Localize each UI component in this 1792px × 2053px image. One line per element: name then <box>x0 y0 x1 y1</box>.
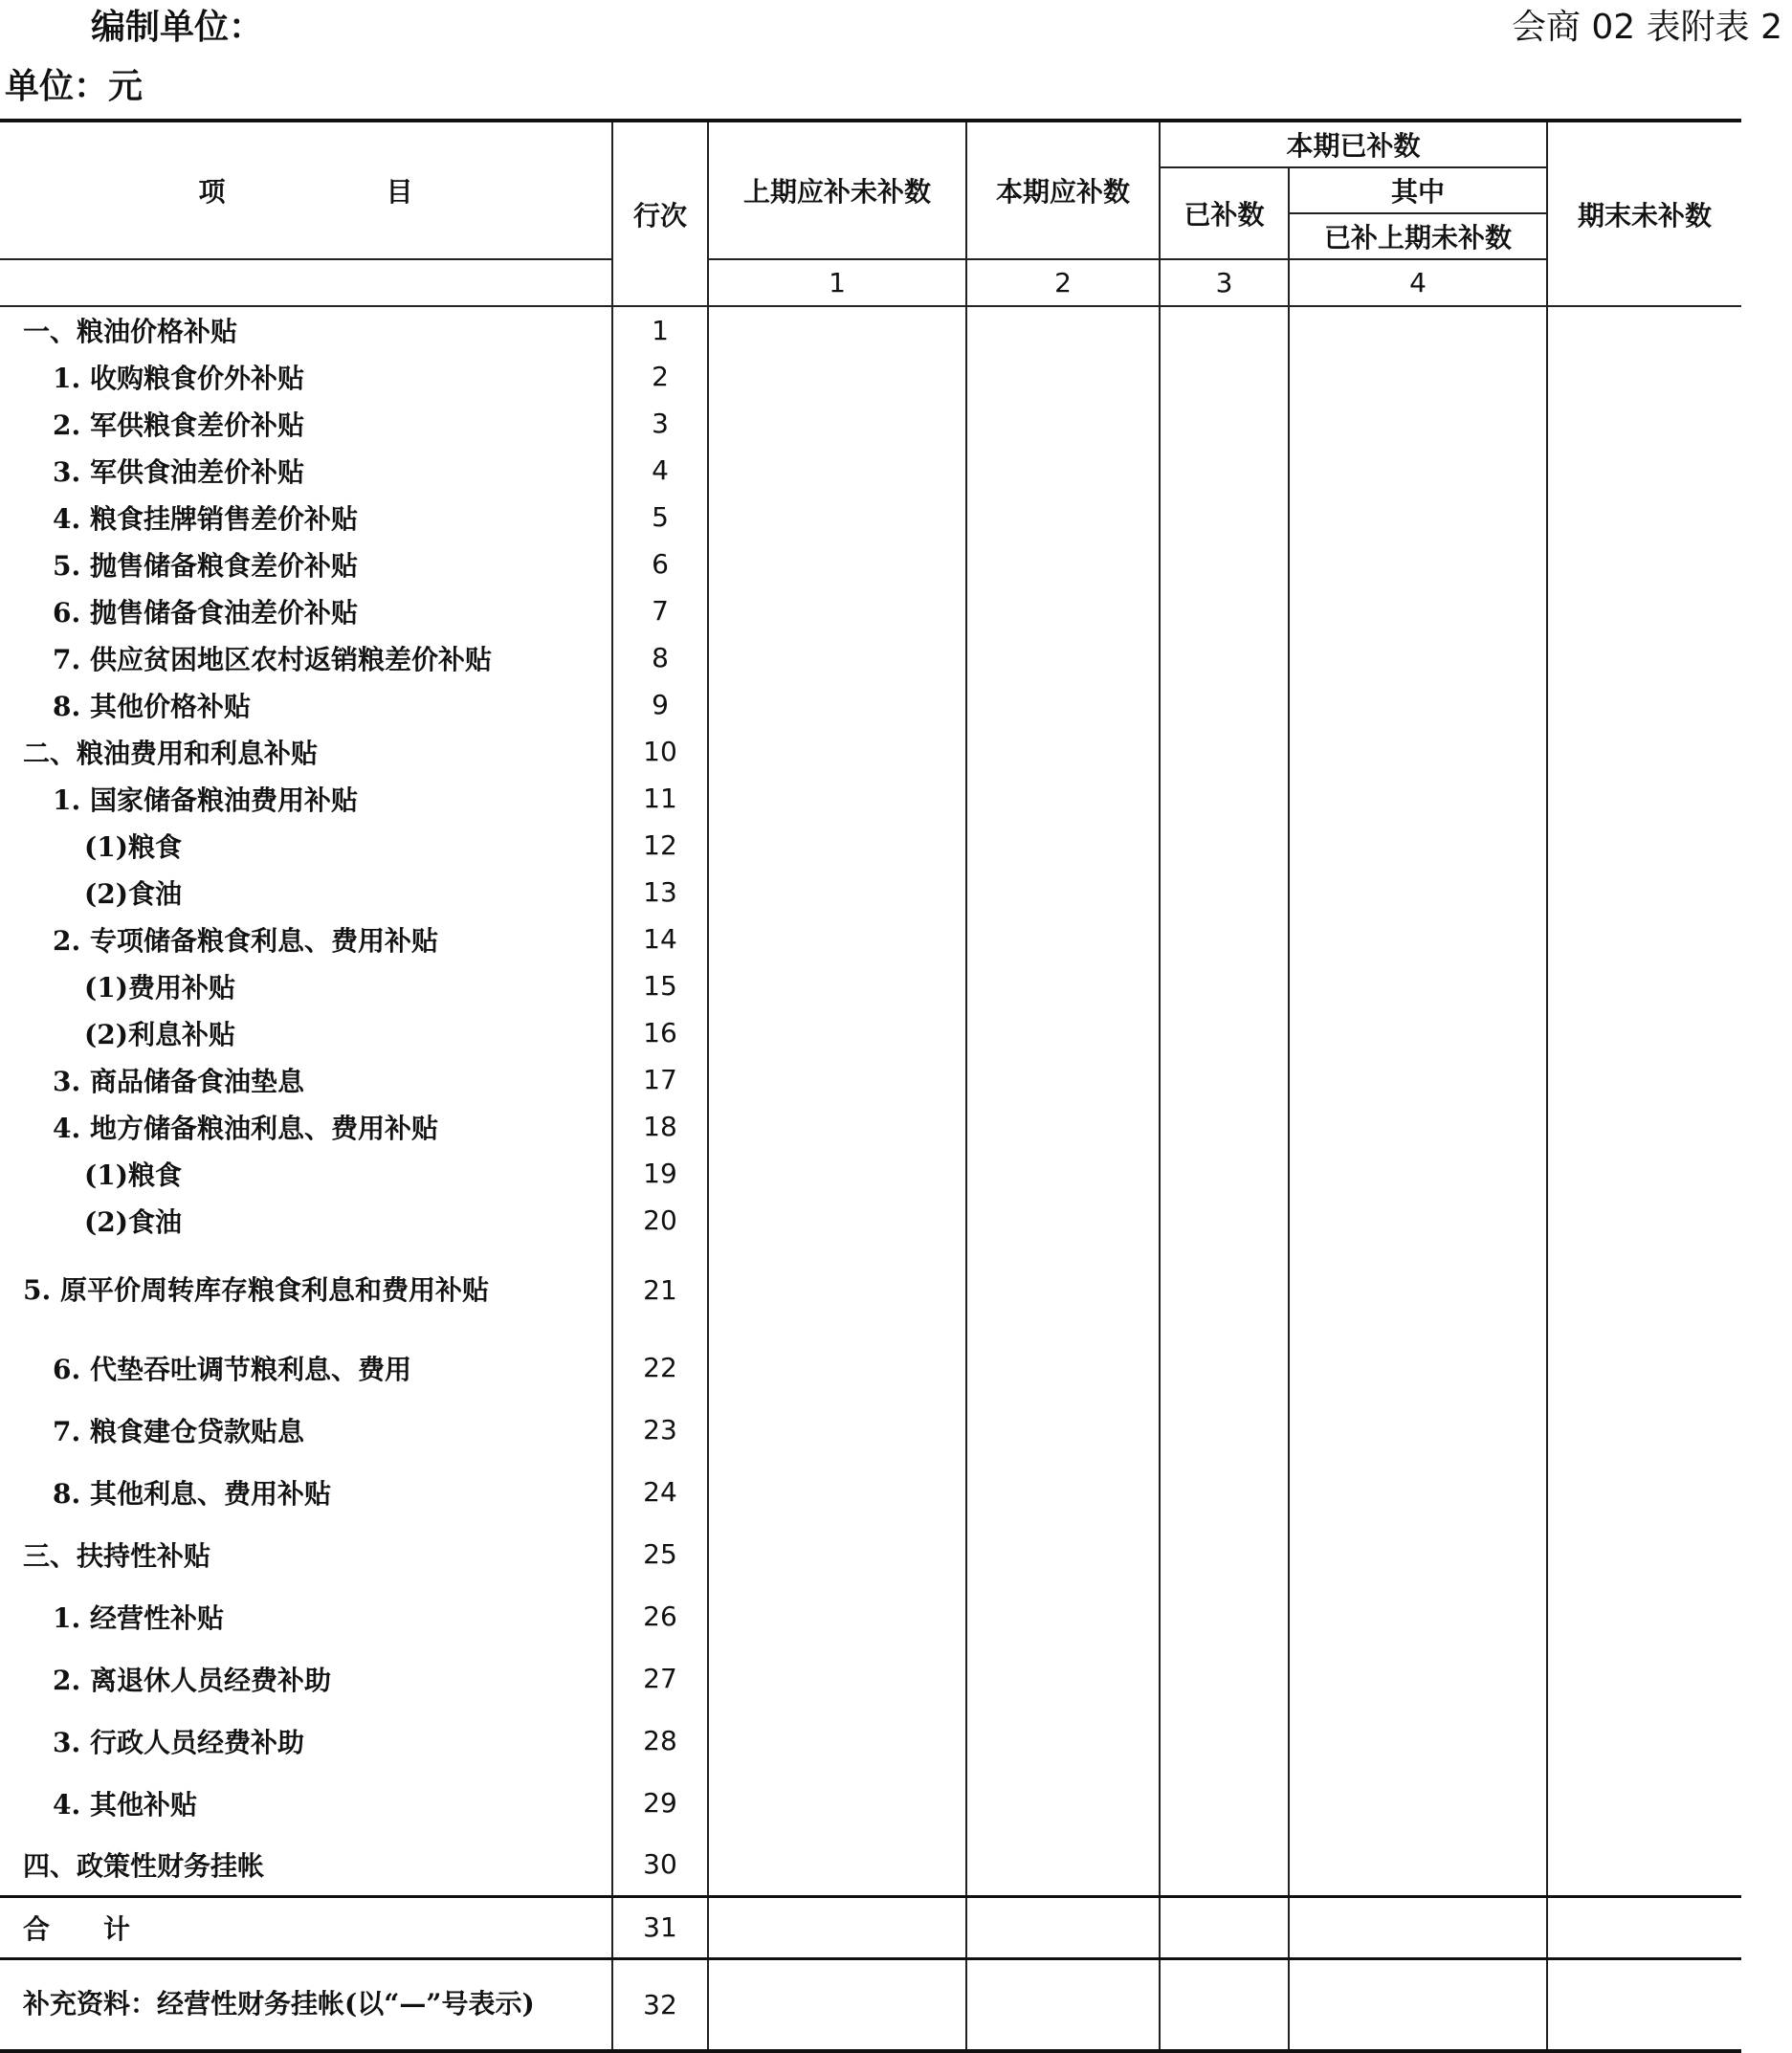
row-number: 11 <box>612 775 708 822</box>
cell-current-due <box>966 728 1160 775</box>
cell-paid <box>1160 822 1289 869</box>
table-row <box>0 1647 1741 1710</box>
cell-paid-prev-unpaid <box>1289 1009 1547 1056</box>
cell-paid <box>1160 1896 1289 1958</box>
cell-prev-unpaid <box>708 681 966 728</box>
cell-current-due <box>966 1647 1160 1710</box>
cell-current-due <box>966 916 1160 962</box>
col-number-2: 2 <box>966 259 1160 306</box>
cell-end-unpaid <box>1547 1461 1741 1523</box>
cell-end-unpaid <box>1547 1103 1741 1150</box>
cell-end-unpaid <box>1547 869 1741 916</box>
cell-end-unpaid <box>1547 775 1741 822</box>
cell-end-unpaid <box>1547 1197 1741 1244</box>
row-item-label: 2. 专项储备粮食利息、费用补贴 <box>0 916 612 962</box>
cell-end-unpaid <box>1547 1244 1741 1336</box>
cell-paid <box>1160 1197 1289 1244</box>
cell-current-due <box>966 1103 1160 1150</box>
cell-end-unpaid <box>1547 1647 1741 1710</box>
compiler-label: 编制单位： <box>91 7 264 47</box>
row-number: 31 <box>612 1896 708 1958</box>
row-number: 13 <box>612 869 708 916</box>
cell-paid-prev-unpaid <box>1289 494 1547 541</box>
table-row <box>0 1523 1741 1585</box>
table-row <box>0 916 1741 962</box>
cell-current-due <box>966 1150 1160 1197</box>
cell-current-due <box>966 822 1160 869</box>
cell-paid <box>1160 1958 1289 2051</box>
cell-paid-prev-unpaid <box>1289 1523 1547 1585</box>
cell-prev-unpaid <box>708 587 966 634</box>
row-number: 5 <box>612 494 708 541</box>
cell-paid-prev-unpaid <box>1289 962 1547 1009</box>
col-number-1: 1 <box>708 259 966 306</box>
cell-prev-unpaid <box>708 1958 966 2051</box>
cell-prev-unpaid <box>708 1772 966 1834</box>
cell-current-due <box>966 1056 1160 1103</box>
cell-paid-prev-unpaid <box>1289 1150 1547 1197</box>
cell-current-due <box>966 1009 1160 1056</box>
row-item-label: (2)食油 <box>0 869 612 916</box>
cell-current-due <box>966 353 1160 400</box>
row-number: 30 <box>612 1834 708 1896</box>
row-number: 23 <box>612 1399 708 1461</box>
table-row <box>0 681 1741 728</box>
subsidy-table-frame <box>0 119 1741 2038</box>
table-row <box>0 1399 1741 1461</box>
header-row-no: 行次 <box>612 121 708 306</box>
cell-paid <box>1160 541 1289 587</box>
cell-paid-prev-unpaid <box>1289 822 1547 869</box>
row-number: 2 <box>612 353 708 400</box>
row-number: 24 <box>612 1461 708 1523</box>
cell-end-unpaid <box>1547 1523 1741 1585</box>
cell-paid <box>1160 962 1289 1009</box>
cell-paid-prev-unpaid <box>1289 587 1547 634</box>
cell-paid-prev-unpaid <box>1289 447 1547 494</box>
table-row <box>0 1896 1741 1958</box>
cell-paid-prev-unpaid <box>1289 353 1547 400</box>
cell-prev-unpaid <box>708 1056 966 1103</box>
cell-paid <box>1160 1103 1289 1150</box>
cell-paid-prev-unpaid <box>1289 681 1547 728</box>
cell-paid <box>1160 1244 1289 1336</box>
cell-prev-unpaid <box>708 728 966 775</box>
cell-paid <box>1160 494 1289 541</box>
cell-paid-prev-unpaid <box>1289 1647 1547 1710</box>
cell-paid <box>1160 353 1289 400</box>
cell-end-unpaid <box>1547 1399 1741 1461</box>
cell-current-due <box>966 1772 1160 1834</box>
table-row <box>0 1958 1741 2051</box>
row-number: 14 <box>612 916 708 962</box>
cell-end-unpaid <box>1547 728 1741 775</box>
table-row <box>0 1197 1741 1244</box>
row-item-label: 三、扶持性补贴 <box>0 1523 612 1585</box>
table-row <box>0 1103 1741 1150</box>
row-item-label: 3. 行政人员经费补助 <box>0 1710 612 1772</box>
row-item-label: 2. 军供粮食差价补贴 <box>0 400 612 447</box>
row-item-label: 四、政策性财务挂帐 <box>0 1834 612 1896</box>
cell-paid-prev-unpaid <box>1289 1710 1547 1772</box>
cell-paid-prev-unpaid <box>1289 1585 1547 1647</box>
cell-paid-prev-unpaid <box>1289 1958 1547 2051</box>
row-number: 3 <box>612 400 708 447</box>
cell-paid <box>1160 916 1289 962</box>
header-current-due: 本期应补数 <box>966 121 1160 259</box>
row-item-label: 一、粮油价格补贴 <box>0 306 612 353</box>
header-paid: 已补数 <box>1160 167 1289 259</box>
cell-current-due <box>966 634 1160 681</box>
cell-paid <box>1160 1150 1289 1197</box>
cell-paid-prev-unpaid <box>1289 541 1547 587</box>
cell-prev-unpaid <box>708 916 966 962</box>
cell-current-due <box>966 1244 1160 1336</box>
row-item-label: 1. 国家储备粮油费用补贴 <box>0 775 612 822</box>
row-number: 17 <box>612 1056 708 1103</box>
cell-paid-prev-unpaid <box>1289 1772 1547 1834</box>
table-row <box>0 962 1741 1009</box>
cell-current-due <box>966 962 1160 1009</box>
cell-prev-unpaid <box>708 1197 966 1244</box>
cell-paid <box>1160 869 1289 916</box>
cell-end-unpaid <box>1547 447 1741 494</box>
header-item: 项 目 <box>0 121 612 259</box>
header-end-unpaid: 期末未补数 <box>1547 121 1741 306</box>
cell-paid <box>1160 1772 1289 1834</box>
header-of-which: 其中 <box>1289 167 1547 213</box>
table-row <box>0 541 1741 587</box>
cell-end-unpaid <box>1547 1958 1741 2051</box>
cell-paid <box>1160 1009 1289 1056</box>
table-row <box>0 1772 1741 1834</box>
row-item-label: 4. 粮食挂牌销售差价补贴 <box>0 494 612 541</box>
cell-paid <box>1160 1523 1289 1585</box>
cell-paid <box>1160 1056 1289 1103</box>
cell-end-unpaid <box>1547 1150 1741 1197</box>
cell-prev-unpaid <box>708 1710 966 1772</box>
cell-current-due <box>966 1197 1160 1244</box>
row-item-label: (1)粮食 <box>0 822 612 869</box>
row-item-label: 6. 抛售储备食油差价补贴 <box>0 587 612 634</box>
row-item-label: 4. 其他补贴 <box>0 1772 612 1834</box>
table-body <box>0 306 1741 2051</box>
cell-paid-prev-unpaid <box>1289 1399 1547 1461</box>
cell-prev-unpaid <box>708 353 966 400</box>
cell-paid-prev-unpaid <box>1289 775 1547 822</box>
cell-current-due <box>966 494 1160 541</box>
cell-prev-unpaid <box>708 1834 966 1896</box>
cell-current-due <box>966 306 1160 353</box>
row-number: 15 <box>612 962 708 1009</box>
cell-current-due <box>966 587 1160 634</box>
cell-paid <box>1160 1585 1289 1647</box>
cell-end-unpaid <box>1547 1834 1741 1896</box>
cell-paid <box>1160 306 1289 353</box>
cell-paid-prev-unpaid <box>1289 1336 1547 1399</box>
table-row <box>0 1056 1741 1103</box>
row-item-label: (2)食油 <box>0 1197 612 1244</box>
cell-paid-prev-unpaid <box>1289 1834 1547 1896</box>
row-number: 29 <box>612 1772 708 1834</box>
cell-paid <box>1160 1834 1289 1896</box>
cell-end-unpaid <box>1547 822 1741 869</box>
cell-current-due <box>966 869 1160 916</box>
row-number: 4 <box>612 447 708 494</box>
row-number: 25 <box>612 1523 708 1585</box>
table-row <box>0 306 1741 353</box>
table-row <box>0 587 1741 634</box>
cell-end-unpaid <box>1547 400 1741 447</box>
cell-paid-prev-unpaid <box>1289 1244 1547 1336</box>
cell-prev-unpaid <box>708 822 966 869</box>
table-row <box>0 1834 1741 1896</box>
row-item-label: 7. 粮食建仓贷款贴息 <box>0 1399 612 1461</box>
cell-prev-unpaid <box>708 869 966 916</box>
cell-end-unpaid <box>1547 494 1741 541</box>
cell-prev-unpaid <box>708 447 966 494</box>
row-item-label: (1)粮食 <box>0 1150 612 1197</box>
row-number: 6 <box>612 541 708 587</box>
col-number-4: 4 <box>1289 259 1547 306</box>
cell-prev-unpaid <box>708 1896 966 1958</box>
row-item-label: 补充资料：经营性财务挂帐(以“—”号表示) <box>0 1958 612 2051</box>
row-number: 7 <box>612 587 708 634</box>
cell-paid-prev-unpaid <box>1289 869 1547 916</box>
row-item-label: 4. 地方储备粮油利息、费用补贴 <box>0 1103 612 1150</box>
cell-current-due <box>966 1958 1160 2051</box>
cell-end-unpaid <box>1547 962 1741 1009</box>
cell-end-unpaid <box>1547 681 1741 728</box>
row-number: 26 <box>612 1585 708 1647</box>
row-number: 28 <box>612 1710 708 1772</box>
table-row <box>0 1336 1741 1399</box>
row-item-label: 5. 原平价周转库存粮食利息和费用补贴 <box>0 1244 612 1336</box>
table-row <box>0 400 1741 447</box>
cell-end-unpaid <box>1547 1336 1741 1399</box>
cell-prev-unpaid <box>708 1244 966 1336</box>
subsidy-table <box>0 119 1741 2053</box>
table-row <box>0 869 1741 916</box>
table-row <box>0 1585 1741 1647</box>
row-number: 20 <box>612 1197 708 1244</box>
cell-end-unpaid <box>1547 1710 1741 1772</box>
header-paid-prev-unpaid: 已补上期未补数 <box>1289 213 1547 259</box>
cell-paid <box>1160 587 1289 634</box>
cell-current-due <box>966 1710 1160 1772</box>
cell-paid <box>1160 400 1289 447</box>
cell-prev-unpaid <box>708 1523 966 1585</box>
table-row <box>0 1150 1741 1197</box>
cell-prev-unpaid <box>708 1009 966 1056</box>
cell-end-unpaid <box>1547 541 1741 587</box>
cell-current-due <box>966 1336 1160 1399</box>
cell-prev-unpaid <box>708 962 966 1009</box>
cell-paid <box>1160 1710 1289 1772</box>
cell-prev-unpaid <box>708 775 966 822</box>
cell-end-unpaid <box>1547 1009 1741 1056</box>
row-item-label: 6. 代垫吞吐调节粮利息、费用 <box>0 1336 612 1399</box>
row-item-label: 合 计 <box>0 1896 612 1958</box>
cell-prev-unpaid <box>708 1150 966 1197</box>
cell-current-due <box>966 400 1160 447</box>
cell-current-due <box>966 1585 1160 1647</box>
row-number: 27 <box>612 1647 708 1710</box>
cell-paid <box>1160 1461 1289 1523</box>
cell-paid-prev-unpaid <box>1289 1461 1547 1523</box>
row-number: 9 <box>612 681 708 728</box>
cell-prev-unpaid <box>708 1399 966 1461</box>
cell-end-unpaid <box>1547 1896 1741 1958</box>
table-row <box>0 494 1741 541</box>
cell-paid-prev-unpaid <box>1289 1896 1547 1958</box>
cell-paid-prev-unpaid <box>1289 1197 1547 1244</box>
row-item-label: (2)利息补贴 <box>0 1009 612 1056</box>
cell-end-unpaid <box>1547 1772 1741 1834</box>
cell-paid-prev-unpaid <box>1289 1103 1547 1150</box>
cell-current-due <box>966 1461 1160 1523</box>
form-code: 会商 02 表附表 2 <box>1511 8 1782 47</box>
cell-prev-unpaid <box>708 1461 966 1523</box>
cell-current-due <box>966 1896 1160 1958</box>
table-row <box>0 1009 1741 1056</box>
row-number: 12 <box>612 822 708 869</box>
cell-prev-unpaid <box>708 634 966 681</box>
cell-end-unpaid <box>1547 587 1741 634</box>
row-item-label: 3. 商品储备食油垫息 <box>0 1056 612 1103</box>
cell-paid-prev-unpaid <box>1289 916 1547 962</box>
cell-current-due <box>966 1834 1160 1896</box>
row-number: 19 <box>612 1150 708 1197</box>
cell-paid-prev-unpaid <box>1289 634 1547 681</box>
cell-current-due <box>966 541 1160 587</box>
cell-prev-unpaid <box>708 541 966 587</box>
cell-paid-prev-unpaid <box>1289 728 1547 775</box>
cell-paid <box>1160 447 1289 494</box>
row-number: 1 <box>612 306 708 353</box>
row-item-label: 1. 经营性补贴 <box>0 1585 612 1647</box>
cell-end-unpaid <box>1547 916 1741 962</box>
cell-paid <box>1160 775 1289 822</box>
cell-prev-unpaid <box>708 1647 966 1710</box>
row-number: 8 <box>612 634 708 681</box>
cell-prev-unpaid <box>708 1585 966 1647</box>
header-current-paid-group: 本期已补数 <box>1160 121 1547 167</box>
cell-paid <box>1160 728 1289 775</box>
cell-current-due <box>966 775 1160 822</box>
col-number-3: 3 <box>1160 259 1289 306</box>
cell-paid-prev-unpaid <box>1289 306 1547 353</box>
header-item-blank <box>0 259 612 306</box>
cell-current-due <box>966 447 1160 494</box>
table-row <box>0 634 1741 681</box>
row-item-label: 3. 军供食油差价补贴 <box>0 447 612 494</box>
cell-prev-unpaid <box>708 400 966 447</box>
cell-end-unpaid <box>1547 306 1741 353</box>
row-number: 32 <box>612 1958 708 2051</box>
cell-paid <box>1160 1647 1289 1710</box>
row-item-label: 二、粮油费用和利息补贴 <box>0 728 612 775</box>
cell-prev-unpaid <box>708 494 966 541</box>
row-item-label: 2. 离退休人员经费补助 <box>0 1647 612 1710</box>
cell-current-due <box>966 681 1160 728</box>
table-row <box>0 1461 1741 1523</box>
cell-paid-prev-unpaid <box>1289 400 1547 447</box>
table-row <box>0 728 1741 775</box>
cell-prev-unpaid <box>708 306 966 353</box>
table-row <box>0 447 1741 494</box>
header-prev-unpaid: 上期应补未补数 <box>708 121 966 259</box>
cell-prev-unpaid <box>708 1336 966 1399</box>
cell-end-unpaid <box>1547 353 1741 400</box>
cell-paid <box>1160 634 1289 681</box>
cell-paid <box>1160 1336 1289 1399</box>
table-row <box>0 353 1741 400</box>
row-item-label: 5. 抛售储备粮食差价补贴 <box>0 541 612 587</box>
row-item-label: 7. 供应贫困地区农村返销粮差价补贴 <box>0 634 612 681</box>
table-row <box>0 822 1741 869</box>
cell-paid <box>1160 1399 1289 1461</box>
row-item-label: 8. 其他价格补贴 <box>0 681 612 728</box>
table-row <box>0 1244 1741 1336</box>
table-row <box>0 775 1741 822</box>
cell-paid-prev-unpaid <box>1289 1056 1547 1103</box>
cell-current-due <box>966 1399 1160 1461</box>
cell-end-unpaid <box>1547 1056 1741 1103</box>
cell-end-unpaid <box>1547 634 1741 681</box>
cell-current-due <box>966 1523 1160 1585</box>
row-number: 10 <box>612 728 708 775</box>
currency-label: 单位：元 <box>5 66 144 106</box>
cell-paid <box>1160 681 1289 728</box>
row-number: 16 <box>612 1009 708 1056</box>
row-item-label: (1)费用补贴 <box>0 962 612 1009</box>
row-item-label: 1. 收购粮食价外补贴 <box>0 353 612 400</box>
table-row <box>0 1710 1741 1772</box>
cell-prev-unpaid <box>708 1103 966 1150</box>
row-number: 18 <box>612 1103 708 1150</box>
row-number: 22 <box>612 1336 708 1399</box>
row-item-label: 8. 其他利息、费用补贴 <box>0 1461 612 1523</box>
row-number: 21 <box>612 1244 708 1336</box>
cell-end-unpaid <box>1547 1585 1741 1647</box>
